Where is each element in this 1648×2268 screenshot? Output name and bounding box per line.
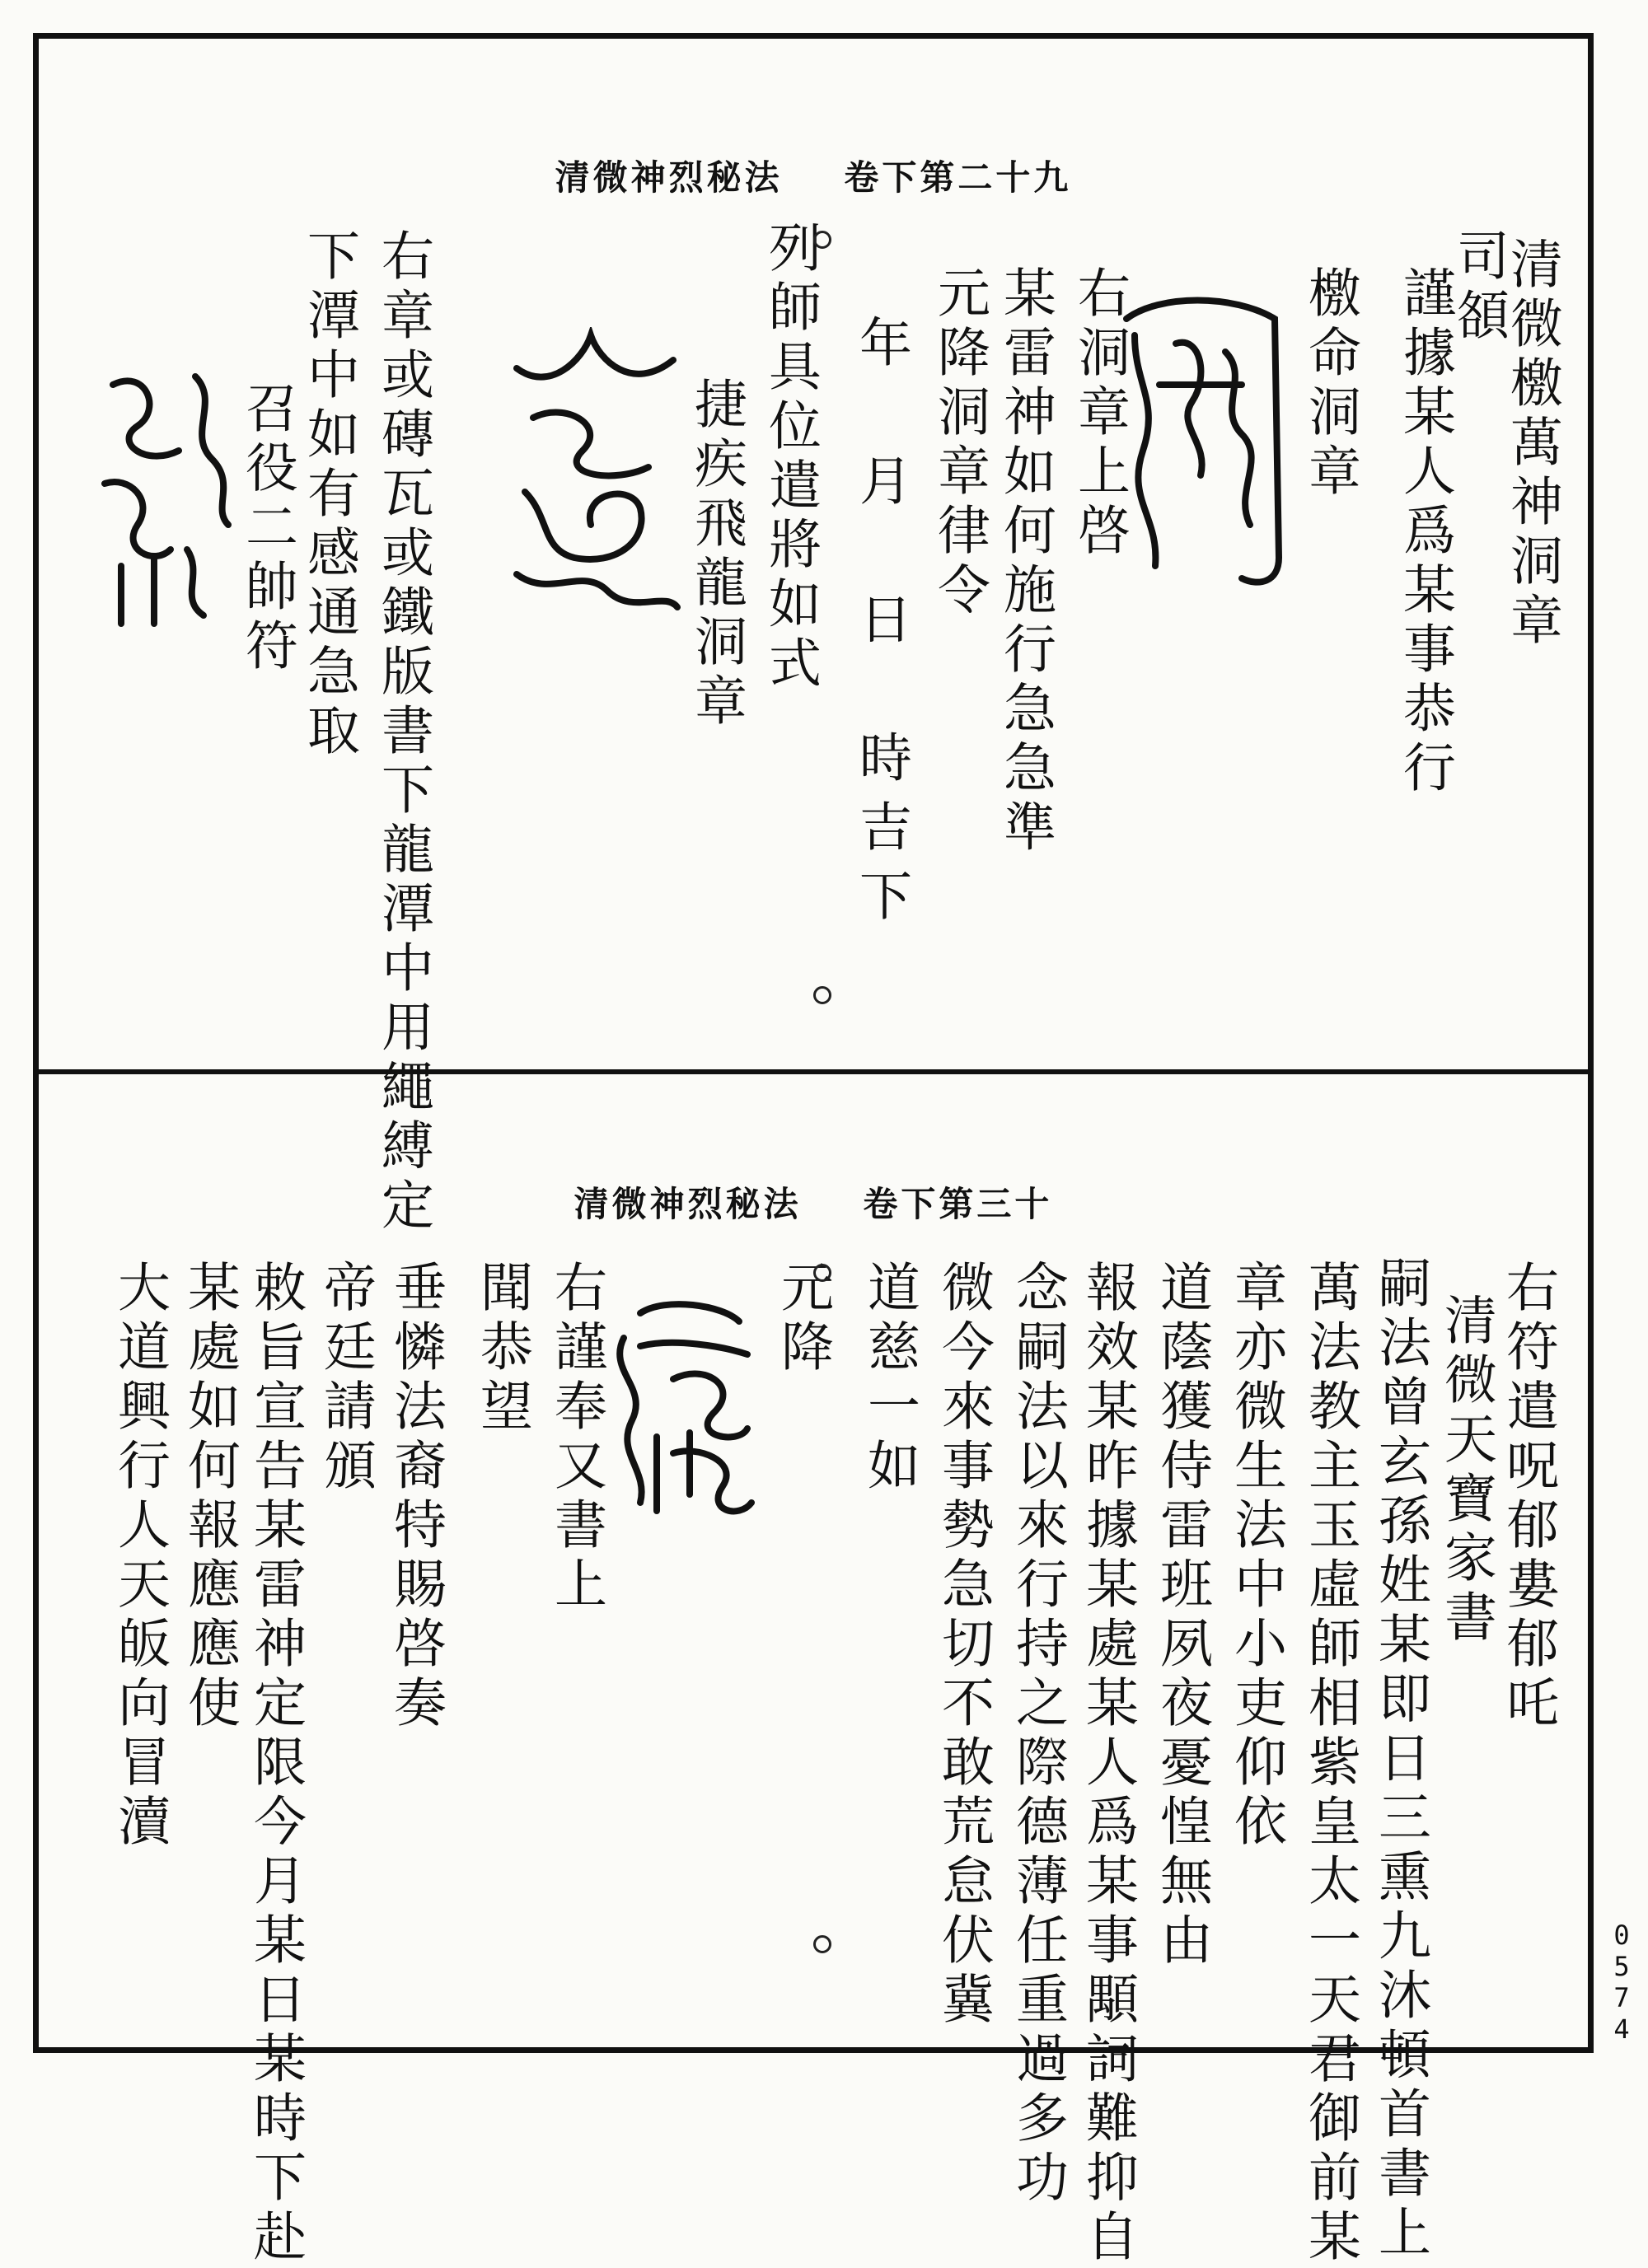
talisman-seal-dongzhang xyxy=(1110,286,1299,615)
page-number xyxy=(1612,1920,1632,2045)
text-column: 道蔭獲侍雷班夙夜憂惶無由 xyxy=(1151,1260,1212,1971)
top-header-title: 清微神烈秘法 xyxy=(555,157,783,198)
text-column: 大道興行人天皈向冒瀆 xyxy=(109,1260,170,1853)
text-column: 垂憐法裔特賜啓奏 xyxy=(385,1260,446,1734)
text-column: 右謹奉又書上 xyxy=(545,1260,606,1616)
text-column: 元降洞章律令 xyxy=(929,265,990,621)
text-column: 列師具位遣將如式 xyxy=(760,220,821,694)
binding-hole xyxy=(813,986,831,1004)
text-column: 嗣法曾玄孫姓某即日三熏九沐頓首書上 xyxy=(1369,1256,1430,2264)
talisman-seal-two-marshals xyxy=(88,360,253,632)
text-column: 召役二帥符 xyxy=(236,381,297,677)
text-column: 元降 xyxy=(772,1260,833,1378)
text-column: 年 月 日 時吉下 xyxy=(850,315,911,938)
text-column: 帝廷請頒 xyxy=(315,1260,376,1497)
text-column: 清微天寶家書 xyxy=(1435,1293,1496,1648)
binding-hole xyxy=(813,1935,831,1953)
top-header xyxy=(39,151,1588,200)
text-column: 謹據某人爲某事恭行 xyxy=(1394,265,1455,799)
text-column: 微今來事勢急切不敢荒怠伏冀 xyxy=(933,1260,994,2031)
text-column: 司頟 xyxy=(1448,228,1509,347)
binding-hole xyxy=(813,231,831,249)
bottom-panel xyxy=(39,1074,1588,2268)
text-column: 下潭中如有感通急取 xyxy=(298,228,359,762)
bottom-header xyxy=(39,1177,1588,1227)
text-column: 念嗣法以來行持之際德薄任重過多功 xyxy=(1007,1260,1068,2209)
text-column: 報效某昨據某處某人爲某事顒詞難抑自 xyxy=(1077,1260,1138,2268)
text-column: 清微檄萬神洞章 xyxy=(1501,236,1562,652)
text-column: 某處如何報應應使 xyxy=(179,1260,240,1734)
page-digit: 7 xyxy=(1613,1982,1630,2013)
text-column: 右符遣呪郁婁郁吒 xyxy=(1497,1260,1558,1734)
bottom-header-volume: 卷下第三十 xyxy=(863,1184,1053,1224)
text-column: 萬法教主玉虛師相紫皇太一天君御前某 xyxy=(1299,1260,1360,2268)
binding-hole xyxy=(813,1264,831,1282)
text-column: 右洞章上啓 xyxy=(1069,265,1130,562)
talisman-seal-bottom xyxy=(599,1288,764,1527)
text-column: 道慈一如 xyxy=(859,1260,920,1497)
text-column: 章亦微生法中小吏仰依 xyxy=(1225,1260,1286,1853)
bottom-header-title: 清微神烈秘法 xyxy=(574,1184,802,1224)
text-column: 聞恭望 xyxy=(471,1260,532,1438)
top-header-volume: 卷下第二十九 xyxy=(844,157,1072,198)
text-column: 某雷神如何施行急急準 xyxy=(995,265,1056,858)
text-column: 檄命洞章 xyxy=(1299,265,1360,503)
page-digit: 4 xyxy=(1613,2013,1630,2045)
page-digit: 0 xyxy=(1613,1920,1630,1951)
text-column: 敕旨宣告某雷神定限今月某日某時下赴 xyxy=(245,1260,306,2268)
page-digit: 5 xyxy=(1613,1951,1630,1982)
text-column: 右章或磚瓦或鐵版書下龍潭中用繩縛定 xyxy=(372,228,433,1237)
talisman-seal-flying-dragon xyxy=(500,327,690,624)
text-column: 捷疾飛龍洞章 xyxy=(686,376,747,732)
